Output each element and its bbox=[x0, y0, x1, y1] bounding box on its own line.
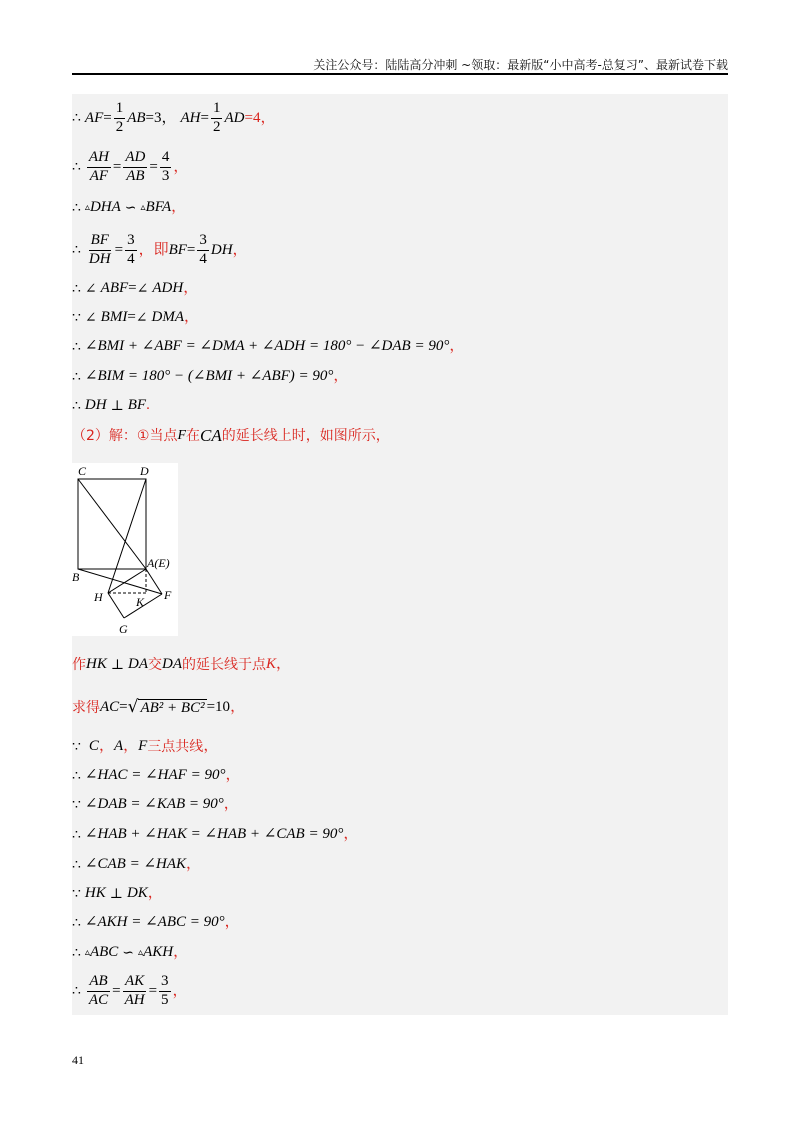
line-19: ∴ ∠AKH = ∠ABC = 90° ， bbox=[72, 914, 240, 931]
label-B: B bbox=[72, 570, 80, 584]
geometry-diagram bbox=[72, 463, 178, 636]
fraction: $\frac{AK}{AH}$ bbox=[124, 973, 145, 1008]
line-10-part2-heading: （2）解：①当点 F 在 CA 的延长线上时，如图所示， bbox=[72, 426, 390, 445]
segment-BF bbox=[78, 569, 162, 594]
line-5: ∴ ∠ ABF = ∠ ADH ， bbox=[72, 280, 199, 297]
label-F: F bbox=[164, 588, 172, 602]
line-17: ∴ ∠CAB = ∠HAK ， bbox=[72, 856, 202, 873]
fraction: $\frac{3}{4}$ bbox=[127, 232, 135, 267]
fraction: $\frac{3}{5}$ bbox=[161, 973, 169, 1008]
geometry-figure bbox=[72, 463, 178, 636]
segment-HG bbox=[108, 593, 124, 618]
line-16: ∴ ∠HAB + ∠HAK = ∠HAB + ∠CAB = 90° ， bbox=[72, 826, 359, 843]
fraction: $\frac{AD}{AB}$ bbox=[125, 149, 146, 184]
diagonal-CA bbox=[78, 479, 146, 569]
line-3: ∴ ▵ DHA ∽ ▵ BFA ， bbox=[72, 199, 187, 216]
page-header: 关注公众号：陆陆高分冲刺 ~领取：最新版“小中高考-总复习”、最新试卷下载 bbox=[313, 58, 728, 72]
segment-DH bbox=[108, 479, 146, 593]
line-14: ∴ ∠HAC = ∠HAF = 90° ， bbox=[72, 767, 241, 784]
label-K: K bbox=[136, 595, 145, 609]
square-root: √ AB² + BC² bbox=[127, 697, 205, 717]
label-G: G bbox=[119, 622, 128, 636]
fraction: $\frac{1}{2}$ bbox=[212, 100, 221, 135]
fraction: $\frac{AB}{AC}$ bbox=[88, 973, 109, 1008]
label-AE: A(E) bbox=[147, 556, 170, 570]
label-H: H bbox=[94, 590, 103, 604]
segment-AH bbox=[108, 569, 146, 593]
fraction: $\frac{BF}{DH}$ bbox=[88, 232, 111, 267]
line-12: 求得 AC = √ AB² + BC² =10 ， bbox=[72, 697, 246, 717]
line-15: ∵ ∠DAB = ∠KAB = 90° ， bbox=[72, 796, 239, 813]
line-8: ∴ ∠BIM = 180° − (∠BMI + ∠ABF) = 90° ， bbox=[72, 368, 349, 385]
because-symbol: ∵ bbox=[72, 309, 81, 326]
line-4: ∴ $\frac{BF}{DH}$ = $\frac{3}{4}$ ，即 BF = $\frac{3}{4}$ DH ， bbox=[72, 232, 248, 267]
line-9: ∴ DH ⊥ BF . bbox=[72, 397, 150, 414]
line-21: ∴ $\frac{AB}{AC}$ = $\frac{AK}{AH}$ = $\frac{3}{5}$ ， bbox=[72, 973, 188, 1008]
line-18: ∵ HK ⊥ DK ， bbox=[72, 885, 163, 902]
line-1: ∴ AF = $\frac{1}{2}$ AB =3， AH = $\frac{1}{2}$ AD =4， bbox=[72, 100, 276, 135]
header-rule bbox=[72, 73, 728, 75]
label-D: D bbox=[140, 464, 149, 478]
fraction: $\frac{AH}{AF}$ bbox=[88, 149, 109, 184]
therefore-symbol: ∴ bbox=[72, 110, 81, 127]
line-2: ∴ $\frac{AH}{AF}$ = $\frac{AD}{AB}$ = $\frac{4}{3}$ ， bbox=[72, 149, 189, 184]
line-11: 作 HK ⊥ DA 交 DA 的延长线于点 K ， bbox=[72, 656, 292, 673]
label-C: C bbox=[78, 464, 87, 478]
line-7: ∴ ∠BMI + ∠ABF = ∠DMA + ∠ADH = 180° − ∠DAB = 90° ， bbox=[72, 338, 465, 355]
line-6: ∵ ∠ BMI = ∠ DMA ， bbox=[72, 309, 200, 326]
fraction: $\frac{1}{2}$ bbox=[115, 100, 124, 135]
fraction: $\frac{3}{4}$ bbox=[199, 232, 207, 267]
page-number: 41 bbox=[72, 1053, 84, 1067]
fraction: $\frac{4}{3}$ bbox=[161, 149, 170, 184]
line-13: ∵ C ， A ， F 三点共线 ， bbox=[72, 738, 219, 755]
line-20: ∴ ▵ ABC ∽ ▵ AKH ， bbox=[72, 944, 189, 961]
